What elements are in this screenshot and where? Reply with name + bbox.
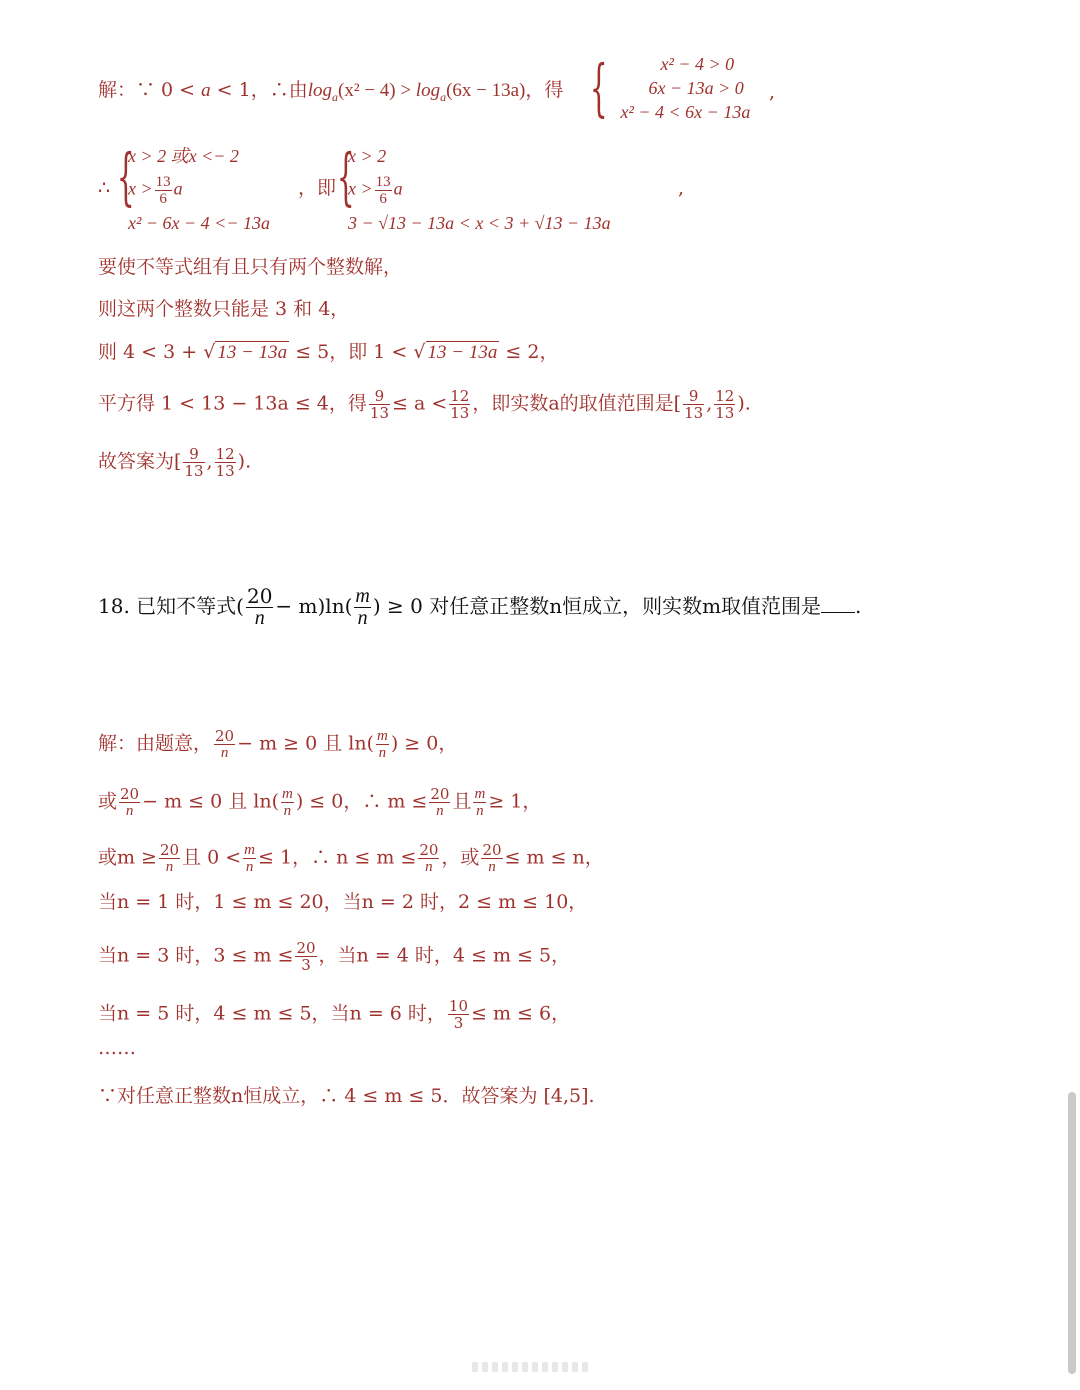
radicand: 13 − 13a	[217, 342, 288, 363]
sys-row: x >	[348, 178, 373, 199]
numerator: 20	[159, 841, 180, 859]
fraction	[214, 728, 235, 761]
p17-line-4: 则这两个整数只能是 3 和 4，	[98, 298, 350, 320]
system-rows	[621, 52, 751, 124]
system-rows	[348, 144, 611, 235]
indicator-dot	[532, 1362, 538, 1372]
numerator: m	[281, 786, 293, 802]
log-base: a	[332, 89, 339, 104]
p18-sol-line-3	[98, 842, 604, 875]
fraction	[418, 842, 439, 875]
p17-line-1	[98, 78, 563, 109]
text: ≤ 5，即 1 <	[295, 341, 408, 363]
numerator: 12	[215, 445, 235, 463]
fraction	[281, 786, 294, 819]
p17-system-1	[583, 51, 776, 124]
sys-row: 6x − 13a > 0	[648, 78, 744, 98]
indicator-dot	[562, 1362, 568, 1372]
numerator: m	[244, 842, 256, 858]
text: 且	[452, 790, 472, 813]
text: − m)ln(	[275, 594, 353, 618]
denominator: 13	[684, 404, 704, 422]
vertical-scrollbar[interactable]	[1068, 1092, 1076, 1374]
text: 18. 已知不等式(	[98, 594, 244, 618]
indicator-dot	[522, 1362, 528, 1372]
numerator: 12	[450, 387, 470, 405]
p18-sol-line-1	[98, 728, 457, 761]
fraction	[354, 586, 370, 629]
p17-line-6	[98, 388, 751, 421]
text: ).	[237, 450, 252, 473]
p17-line-2	[98, 140, 685, 233]
denominator: 6	[159, 191, 167, 207]
denominator: n	[357, 607, 368, 629]
fraction	[159, 842, 180, 875]
numerator: 12	[715, 387, 735, 405]
log-base: a	[440, 89, 447, 104]
sys-row: x² − 4 > 0	[660, 54, 735, 74]
fraction	[376, 728, 389, 761]
denominator: n	[165, 859, 174, 875]
numerator: 13	[375, 174, 391, 190]
text: ≤ 1，∴ n ≤ m ≤	[258, 846, 417, 869]
indicator-dot	[482, 1362, 488, 1372]
numerator: m	[376, 728, 388, 744]
period: .	[855, 594, 862, 618]
text: ，得	[525, 79, 564, 101]
denominator: n	[378, 745, 387, 761]
text: ≤ a <	[392, 392, 448, 415]
var-a: a	[393, 178, 403, 199]
p17-line-7	[98, 446, 251, 479]
p18-sol-line-5	[98, 940, 570, 973]
p17-line-3: 要使不等式组有且只有两个整数解，	[98, 256, 403, 278]
numerator: 9	[183, 446, 204, 463]
text: ，当n = 4 时，4 ≤ m ≤ 5，	[318, 944, 571, 967]
numerator: 9	[683, 388, 704, 405]
log: log	[307, 80, 333, 101]
denominator: n	[220, 745, 229, 761]
numerator: 10	[448, 997, 469, 1015]
fraction	[683, 388, 704, 421]
text: 或m ≥	[98, 846, 157, 869]
comma: ,	[706, 392, 713, 415]
p18-sol-line-4: 当n = 1 时，1 ≤ m ≤ 20，当n = 2 时，2 ≤ m ≤ 10，	[98, 891, 588, 913]
fraction	[481, 842, 502, 875]
text: (6x − 13a)	[446, 80, 526, 101]
text: 解：∵ 0 <	[98, 79, 202, 101]
denominator: 6	[379, 191, 387, 207]
denominator: n	[283, 803, 292, 819]
p18-sol-line-8: ∵对任意正整数n恒成立，∴ 4 ≤ m ≤ 5．故答案为 [4,5].	[98, 1085, 595, 1107]
indicator-dot	[492, 1362, 498, 1372]
text: 当n = 5 时，4 ≤ m ≤ 5，当n = 6 时，	[98, 1002, 446, 1025]
numerator: 20	[430, 785, 450, 803]
p17-line-5: 则 4 < 3 + √ 13 − 13a ≤ 5，即 1 < √ 13 − 13a ≤ 2，	[98, 341, 559, 363]
numerator: 20	[120, 785, 140, 803]
denominator: 13	[715, 404, 735, 422]
system-rows	[128, 144, 270, 235]
text: ≥ 1，	[488, 790, 542, 813]
text: ≤ 2，	[505, 341, 559, 363]
fraction	[448, 998, 469, 1031]
denominator: n	[476, 803, 484, 819]
denominator: n	[125, 803, 134, 819]
numerator: 20	[419, 841, 439, 859]
fraction	[119, 786, 140, 819]
sys-row: 3 − √13 − 13a < x < 3 + √13 − 13a	[348, 213, 611, 233]
text: ) ≥ 0 对任意正整数n恒成立，则实数m取值范围是	[372, 594, 822, 618]
var-a: a	[173, 178, 183, 199]
text: ≤ m ≤ 6，	[471, 1002, 571, 1025]
denominator: 13	[215, 462, 235, 480]
fraction	[246, 586, 273, 629]
text: 当n = 3 时，3 ≤ m ≤	[98, 944, 294, 967]
text: < 1，∴由	[210, 79, 308, 101]
denominator: n	[245, 859, 254, 875]
denominator: 3	[301, 956, 311, 974]
numerator: m	[355, 585, 370, 607]
numerator: 20	[215, 727, 235, 745]
indicator-dot	[542, 1362, 548, 1372]
text: 且 0 <	[182, 846, 242, 869]
text: 解：由题意，	[98, 732, 213, 755]
text: 则 4 < 3 +	[98, 341, 198, 363]
denominator: 13	[369, 404, 389, 422]
denominator: 13	[450, 404, 470, 422]
numerator: 20	[246, 584, 273, 608]
comma: ,	[206, 450, 213, 473]
fraction	[714, 388, 735, 421]
text: ∴	[98, 177, 111, 199]
text: − m ≤ 0 且 ln(	[142, 790, 279, 813]
denominator: n	[254, 607, 265, 629]
fraction	[449, 388, 470, 421]
log: log	[415, 80, 441, 101]
fraction	[369, 388, 390, 421]
fraction	[429, 786, 450, 819]
sys-row: x >	[128, 178, 153, 199]
fraction	[243, 842, 256, 875]
page-indicator	[472, 1357, 602, 1369]
fraction	[155, 174, 172, 207]
p18-sol-line-2	[98, 786, 541, 819]
text: − m ≥ 0 且 ln(	[237, 732, 374, 755]
sys-row: x > 2	[348, 146, 387, 166]
indicator-dot	[572, 1362, 578, 1372]
text: ≤ m ≤ n，	[504, 846, 604, 869]
indicator-dot	[512, 1362, 518, 1372]
left-brace: {	[336, 140, 355, 213]
text: 故答案为[	[98, 450, 182, 473]
text: (x² − 4) >	[338, 80, 416, 101]
comma: ,	[769, 81, 776, 103]
fraction	[473, 786, 486, 819]
text: ，即	[298, 177, 337, 199]
numerator: 20	[482, 841, 502, 859]
indicator-dot	[472, 1362, 478, 1372]
text: 平方得 1 < 13 − 13a ≤ 4，得	[98, 392, 367, 415]
left-brace: {	[589, 51, 608, 124]
text: ) ≥ 0，	[390, 732, 458, 755]
p18-sol-line-7: ……	[98, 1037, 136, 1059]
var-a: a	[201, 80, 211, 101]
fraction	[183, 446, 204, 479]
numerator: 13	[155, 174, 171, 190]
denominator: n	[425, 859, 433, 875]
indicator-dot	[552, 1362, 558, 1372]
fraction	[375, 174, 392, 207]
left-brace: {	[116, 140, 135, 213]
denominator: 3	[453, 1014, 464, 1032]
denominator: n	[488, 859, 496, 875]
text: 或	[98, 790, 118, 813]
numerator: 20	[296, 939, 316, 957]
radicand: 13 − 13a	[427, 342, 498, 363]
p18-question	[98, 586, 861, 629]
sys-row: x² − 4 < 6x − 13a	[620, 102, 751, 122]
denominator: 13	[184, 462, 204, 480]
text: ，或	[441, 846, 480, 869]
indicator-dot	[582, 1362, 588, 1372]
numerator: m	[474, 786, 486, 802]
sys-row: x > 2 或x <− 2	[128, 146, 239, 166]
indicator-dot	[502, 1362, 508, 1372]
comma: ,	[678, 177, 685, 199]
sys-row: x² − 6x − 4 <− 13a	[128, 213, 270, 233]
fraction	[295, 940, 316, 973]
text: ，即实数a的取值范围是[	[472, 392, 682, 415]
denominator: n	[436, 803, 444, 819]
p18-sol-line-6	[98, 998, 570, 1031]
numerator: 9	[369, 388, 390, 405]
text: ).	[737, 392, 751, 415]
answer-blank	[821, 594, 855, 613]
fraction	[215, 446, 236, 479]
text: ) ≤ 0，∴ m ≤	[295, 790, 428, 813]
